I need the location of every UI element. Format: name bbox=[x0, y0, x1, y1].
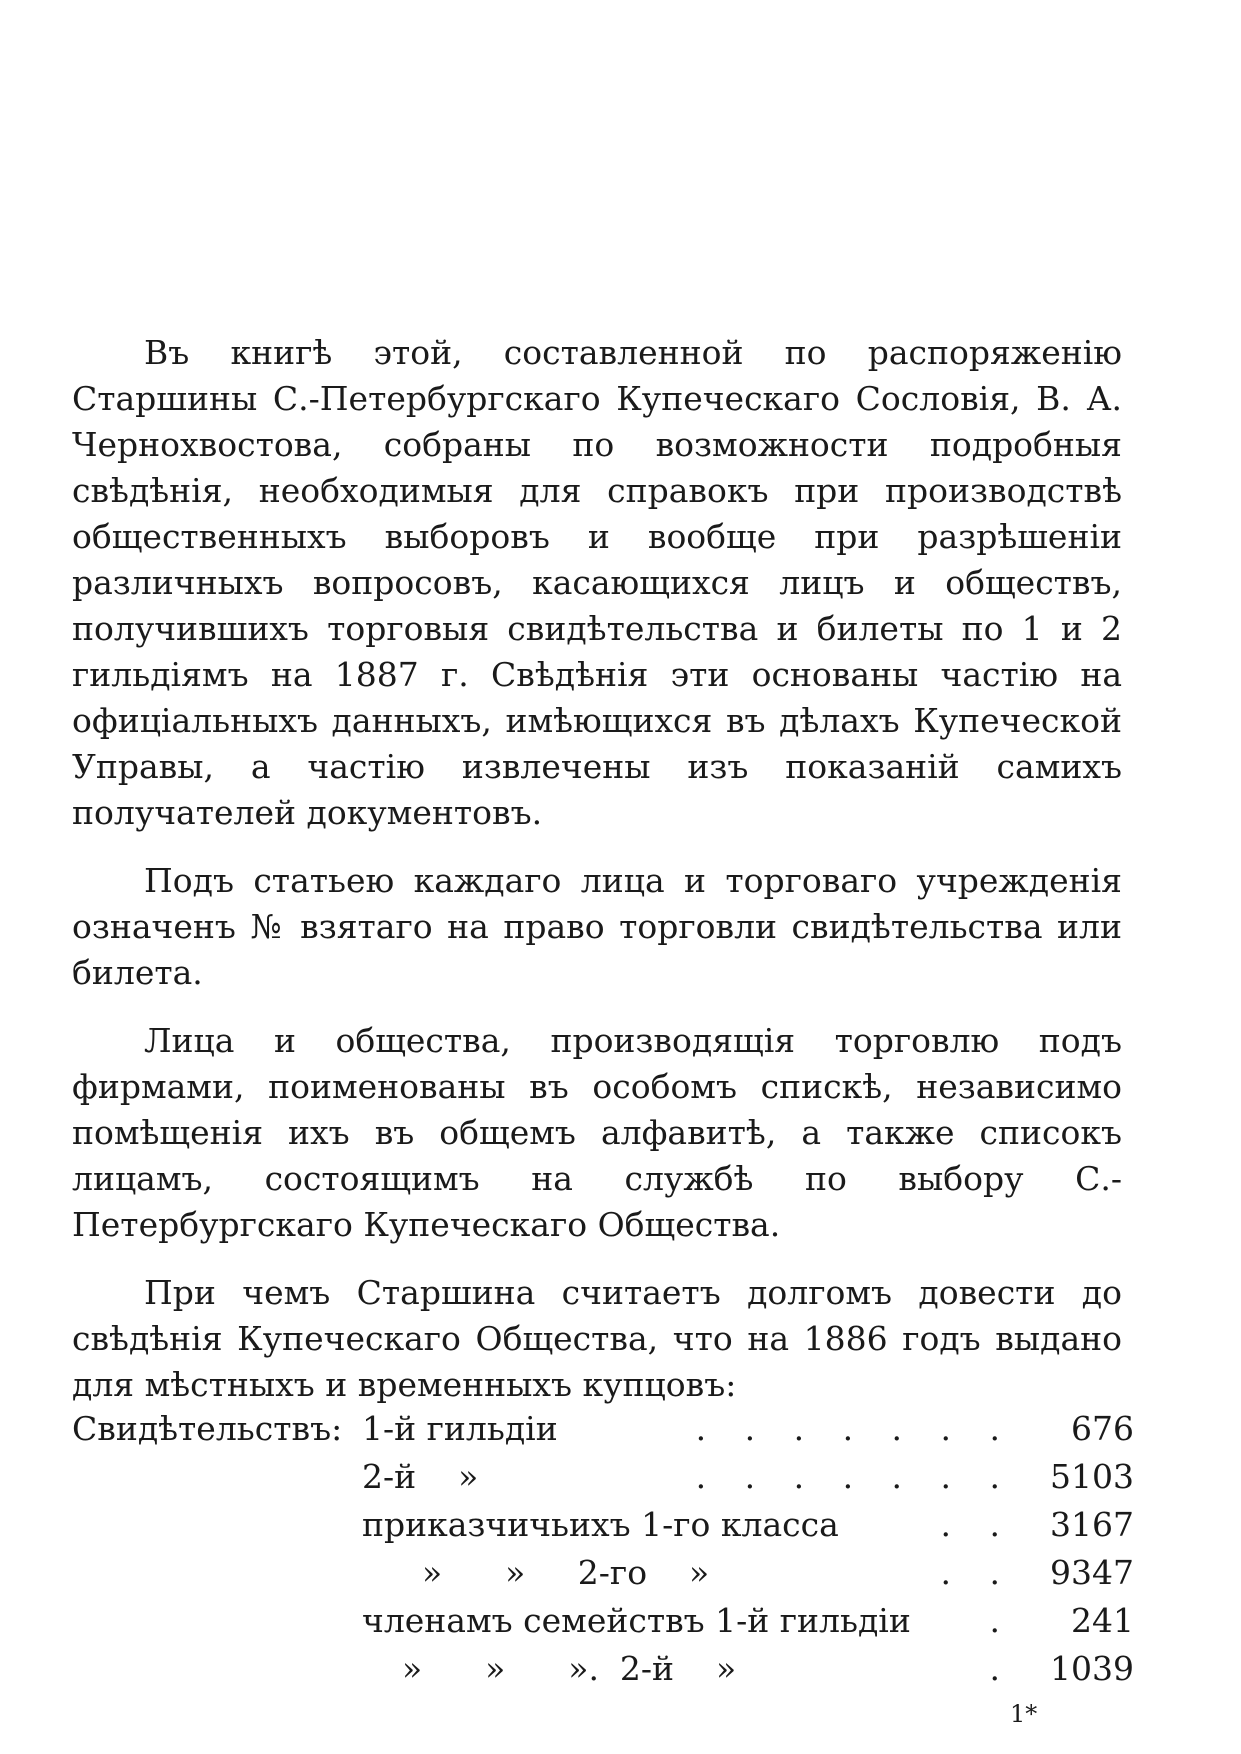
row-leader-dots: . . bbox=[940, 1553, 1014, 1592]
row-value: 9347 bbox=[1050, 1553, 1134, 1592]
row-label: приказчичьихъ 1-го класса bbox=[362, 1505, 839, 1544]
row-leader-dots: . . . . . . . bbox=[695, 1457, 1014, 1496]
row-label: 2-й » bbox=[362, 1457, 479, 1496]
table-row bbox=[72, 1405, 1134, 1453]
row-leader-dots: . bbox=[989, 1649, 1014, 1688]
row-label: 1-й гильдіи bbox=[362, 1409, 558, 1448]
row-label: членамъ семействъ 1-й гильдіи bbox=[362, 1601, 911, 1640]
row-value: 241 bbox=[1071, 1601, 1134, 1640]
table-row bbox=[72, 1453, 1134, 1501]
row-label: » » 2-го » bbox=[422, 1553, 710, 1592]
table-row bbox=[72, 1597, 1134, 1645]
paragraph-article-note: Подъ статьею каждаго лица и торговаго учрежденія означенъ № взятаго на право торговли свидѣтельства или билета. bbox=[72, 861, 1122, 992]
row-label: » » ». 2-й » bbox=[402, 1649, 737, 1688]
row-leader-dots: . . bbox=[940, 1505, 1014, 1544]
row-value: 3167 bbox=[1050, 1505, 1134, 1544]
paragraph-issued-1886: При чемъ Старшина считаетъ долгомъ довести до свѣдѣнія Купеческаго Общества, что на 1886 годъ выдано для мѣстныхъ и временныхъ купцовъ: bbox=[72, 1273, 1122, 1404]
row-value: 676 bbox=[1071, 1409, 1134, 1448]
certificates-table bbox=[72, 1405, 1134, 1693]
table-row bbox=[72, 1501, 1134, 1549]
body-text bbox=[72, 330, 1122, 1430]
table-lead-label: Свидѣтельствъ: bbox=[72, 1409, 343, 1448]
paragraph-intro: Въ книгѣ этой, составленной по распоряженію Старшины С.-Петербургскаго Купеческаго Сословія, В. А. Чернохвостова, собраны по возможности подробныя свѣдѣнія, необходимыя для справокъ при производствѣ общественныхъ выборовъ и вообще при разрѣшеніи различныхъ вопросовъ, касающихся лицъ и обществъ, получившихъ торговыя свидѣтельства и билеты по 1 и 2 гильдіямъ на 1887 г. Свѣдѣнія эти основаны частію на офиціальныхъ данныхъ, имѣющихся въ дѣлахъ Купеческой Управы, а частію извлечены изъ показаній самихъ получателей документовъ. bbox=[72, 333, 1122, 832]
table-row bbox=[72, 1549, 1134, 1597]
row-leader-dots: . . . . . . . bbox=[695, 1409, 1014, 1448]
row-value: 1039 bbox=[1050, 1649, 1134, 1688]
table-row bbox=[72, 1645, 1134, 1693]
signature-mark: 1* bbox=[1010, 1700, 1038, 1728]
paragraph-firms-list: Лица и общества, производящія торговлю подъ фирмами, поименованы въ особомъ спискѣ, независимо помѣщенія ихъ въ общемъ алфавитѣ, а также списокъ лицамъ, состоящимъ на службѣ по выбору С.-Петербургскаго Купеческаго Общества. bbox=[72, 1021, 1122, 1244]
row-leader-dots: . bbox=[989, 1601, 1014, 1640]
row-value: 5103 bbox=[1050, 1457, 1134, 1496]
